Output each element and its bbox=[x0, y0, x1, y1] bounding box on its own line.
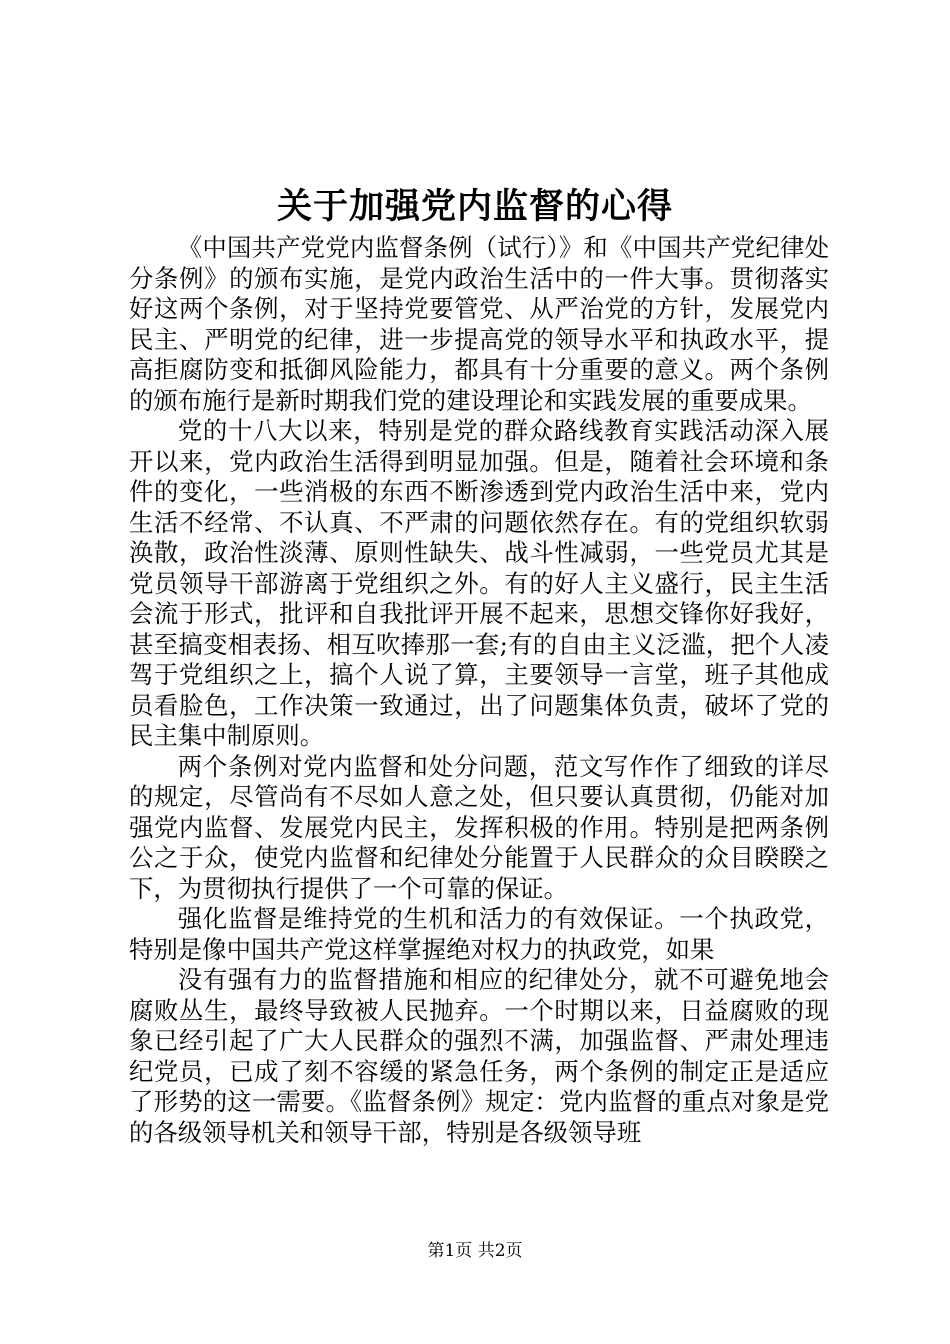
page-number-footer: 第1页 共2页 bbox=[427, 1241, 523, 1261]
paragraph: 党的十八大以来，特别是党的群众路线教育实践活动深入展开以来，党内政治生活得到明显加强。但是，随着社会环境和条件的变化，一些消极的东西不断渗透到党内政治生活中来，党内生活不经常、不认真、不严肃的问题依然存在。有的党组织软弱涣散，政治性淡薄、原则性缺失、战斗性减弱，一些党员尤其是党员领导干部游离于党组织之外。有的好人主义盛行，民主生活会流于形式，批评和自我批评开展不起来，思想交锋你好我好，甚至搞变相表扬、相互吹捧那一套;有的自由主义泛滥，把个人凌驾于党组织之上，搞个人说了算，主要领导一言堂，班子其他成员看脸色，工作决策一致通过，出了问题集体负责，破坏了党的民主集中制原则。 bbox=[129, 416, 829, 750]
paragraph: 强化监督是维持党的生机和活力的有效保证。一个执政党，特别是像中国共产党这样掌握绝对权力的执政党，如果 bbox=[129, 904, 829, 964]
paragraph: 两个条例对党内监督和处分问题，范文写作作了细致的详尽的规定，尽管尚有不尽如人意之处，但只要认真贯彻，仍能对加强党内监督、发展党内民主，发挥积极的作用。特别是把两条例公之于众，使党内监督和纪律处分能置于人民群众的众目睽睽之下，为贯彻执行提供了一个可靠的保证。 bbox=[129, 751, 829, 903]
paragraph: 《中国共产党党内监督条例（试行）》和《中国共产党纪律处分条例》的颁布实施，是党内政治生活中的一件大事。贯彻落实好这两个条例，对于坚持党要管党、从严治党的方针，发展党内民主、严明党的纪律，进一步提高党的领导水平和执政水平，提高拒腐防变和抵御风险能力，都具有十分重要的意义。两个条例的颁布施行是新时期我们党的建设理论和实践发展的重要成果。 bbox=[129, 233, 829, 415]
paragraph: 没有强有力的监督措施和相应的纪律处分，就不可避免地会腐败丛生，最终导致被人民抛弃。一个时期以来，日益腐败的现象已经引起了广大人民群众的强烈不满，加强监督、严肃处理违纪党员，已成了刻不容缓的紧急任务，两个条例的制定正是适应了形势的这一需要。《监督条例》规定：党内监督的重点对象是党的各级领导机关和领导干部，特别是各级领导班 bbox=[129, 965, 829, 1147]
document-body bbox=[129, 233, 829, 1148]
document-title: 关于加强党内监督的心得 bbox=[276, 186, 673, 227]
